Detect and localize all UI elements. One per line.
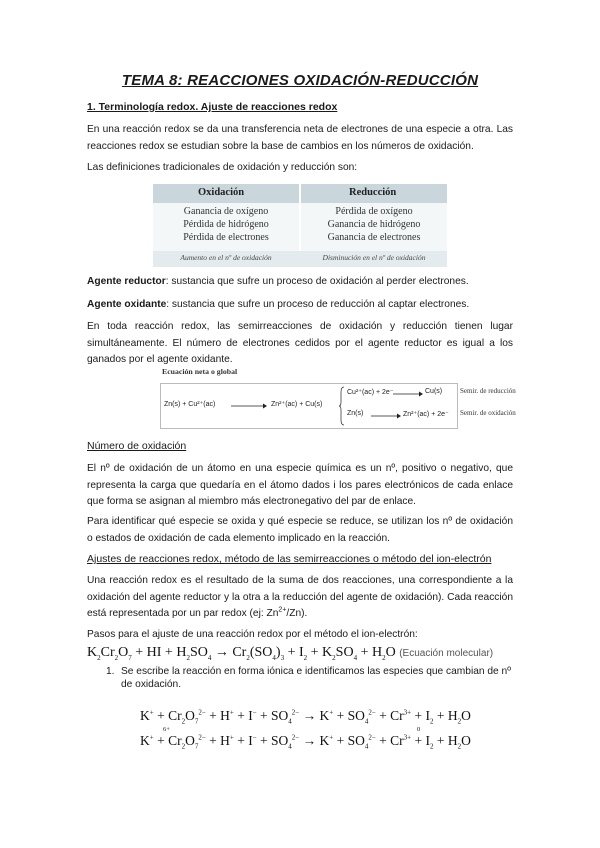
oxidizing-agent-definition: Agente oxidante: sustancia que sufre un proceso de reducción al captar electrones. — [87, 299, 470, 310]
reducing-agent-term: Agente reductor — [87, 276, 166, 287]
reaction-arrow-icon — [393, 390, 423, 398]
step-1-number: 1. — [106, 666, 115, 677]
intro-paragraph: En una reacción redox se da una transferencia neta de electrones de una especie a otra. Las reacciones redox se estudian sobre la base de cambios en los números de oxidación. — [87, 124, 513, 152]
definitions-intro: Las definiciones tradicionales de oxidación y reducción son: — [87, 162, 358, 173]
ionic-equation-annotated: $K^+ + Cr_2O_7^{2-} + H^+ + I^- + SO_4^{2-} \to K^+ + SO_4^{2-} + Cr^{3+} + I_2 + H_2O$ — [140, 733, 471, 751]
oxidation-reduction-table — [153, 184, 447, 267]
oxidation-semireaction-product: Zn²⁺(ac) + 2e⁻ — [403, 411, 449, 418]
table-header-oxidation: Oxidación — [198, 187, 245, 198]
table-header-reduction: Reducción — [349, 187, 397, 198]
table-cell: Pérdida de hidrógeno — [183, 219, 269, 230]
table-cell: Ganancia de oxígeno — [183, 206, 269, 217]
table-footer-reduction: Disminución en el nº de oxidación — [322, 253, 426, 262]
oxidation-number-mark-i: 0 — [417, 726, 421, 733]
semireactions-paragraph: En toda reacción redox, las semirreacciones de oxidación y reducción tienen lugar simultáneamente. El número de electrones cedidos por el agente reductor es igual a los ganados por el agente oxidante. — [87, 321, 513, 365]
net-equation-figure — [160, 367, 516, 429]
reduction-semireaction-label: Semir. de reducción — [460, 387, 516, 395]
reduction-semireaction-product: Cu(s) — [425, 388, 443, 395]
steps-intro: Pasos para el ajuste de una reacción redox por el método el ion-electrón: — [87, 629, 418, 640]
page-title: TEMA 8: REACCIONES OXIDACIÓN-REDUCCIÓN — [121, 72, 479, 89]
table-cell: Ganancia de hidrógeno — [327, 219, 421, 230]
table-cell: Pérdida de oxígeno — [335, 206, 413, 217]
oxidation-number-mark-cr: 6+ — [163, 726, 170, 733]
table-cell: Ganancia de electrones — [327, 232, 421, 243]
table-footer-row — [153, 251, 447, 267]
identify-paragraph: Para identificar qué especie se oxida y qué especie se reduce, se utilizan los nº de oxidación o estados de oxidación de cada elemento implicado en la reacción. — [87, 516, 513, 544]
ionic-equation: $K^+ + Cr_2O_7^{2-} + H^+ + I^- + SO_4^{2-} \to K^+ + SO_4^{2-} + Cr^{3+} + I_2 + H_2O$ — [140, 708, 471, 726]
oxidizing-agent-term: Agente oxidante — [87, 299, 167, 310]
table-cell: Pérdida de electrones — [183, 232, 269, 243]
net-equation-label: Ecuación neta o global — [162, 367, 238, 376]
brace-icon — [339, 386, 345, 426]
reduction-semireaction-reactants: Cu²⁺(ac) + 2e⁻ — [347, 389, 394, 396]
oxidation-number-paragraph: El nº de oxidación de un átomo en una especie química es un nº, positivo o negativo, que representa la carga que quedaría en el átomo dados i los pares electrónicos de cada enlace que forma se asignan al miembro más electronegativo del par de enlace. — [87, 463, 513, 507]
adjust-paragraph: Una reacción redox es el resultado de la suma de dos reacciones, una correspondiente a la oxidación del agente reductor y la otra a la reducción del agente de oxidación). Cada reacción está representada por un par redox (ej: $Zn^{2+}/Zn$). — [87, 575, 513, 619]
adjust-heading: Ajustes de reacciones redox, método de las semirreacciones o método del ion-electrón — [87, 553, 492, 565]
table-footer-oxidation: Aumento en el nº de oxidación — [180, 253, 272, 262]
step-1-text: Se escribe la reacción en forma iónica e identificamos las especies que cambian de nº de oxidación. — [121, 666, 511, 690]
net-equation-products: Zn²⁺(ac) + Cu(s) — [271, 401, 323, 408]
molecular-equation: $K_2Cr_2O_7$ + HI + $H_2SO_4 \to Cr_2(SO_4)_3 + I_2 + K_2SO_4 + H_2O$ (Ecuación molecular) — [87, 645, 494, 662]
oxidation-semireaction-reactants: Zn(s) — [347, 410, 364, 417]
reducing-agent-definition: Agente reductor: sustancia que sufre un proceso de oxidación al perder electrones. — [87, 276, 469, 287]
molecular-equation-label: (Ecuación molecular) — [399, 648, 494, 659]
net-equation-reactants: Zn(s) + Cu²⁺(ac) — [164, 401, 216, 408]
oxidation-semireaction-label: Semir. de oxidación — [460, 409, 516, 417]
section-heading: 1. Terminología redox. Ajuste de reacciones redox — [87, 101, 338, 113]
oxidation-number-heading: Número de oxidación — [87, 440, 187, 452]
reaction-arrow-icon — [231, 402, 267, 410]
reaction-arrow-icon — [371, 412, 401, 420]
